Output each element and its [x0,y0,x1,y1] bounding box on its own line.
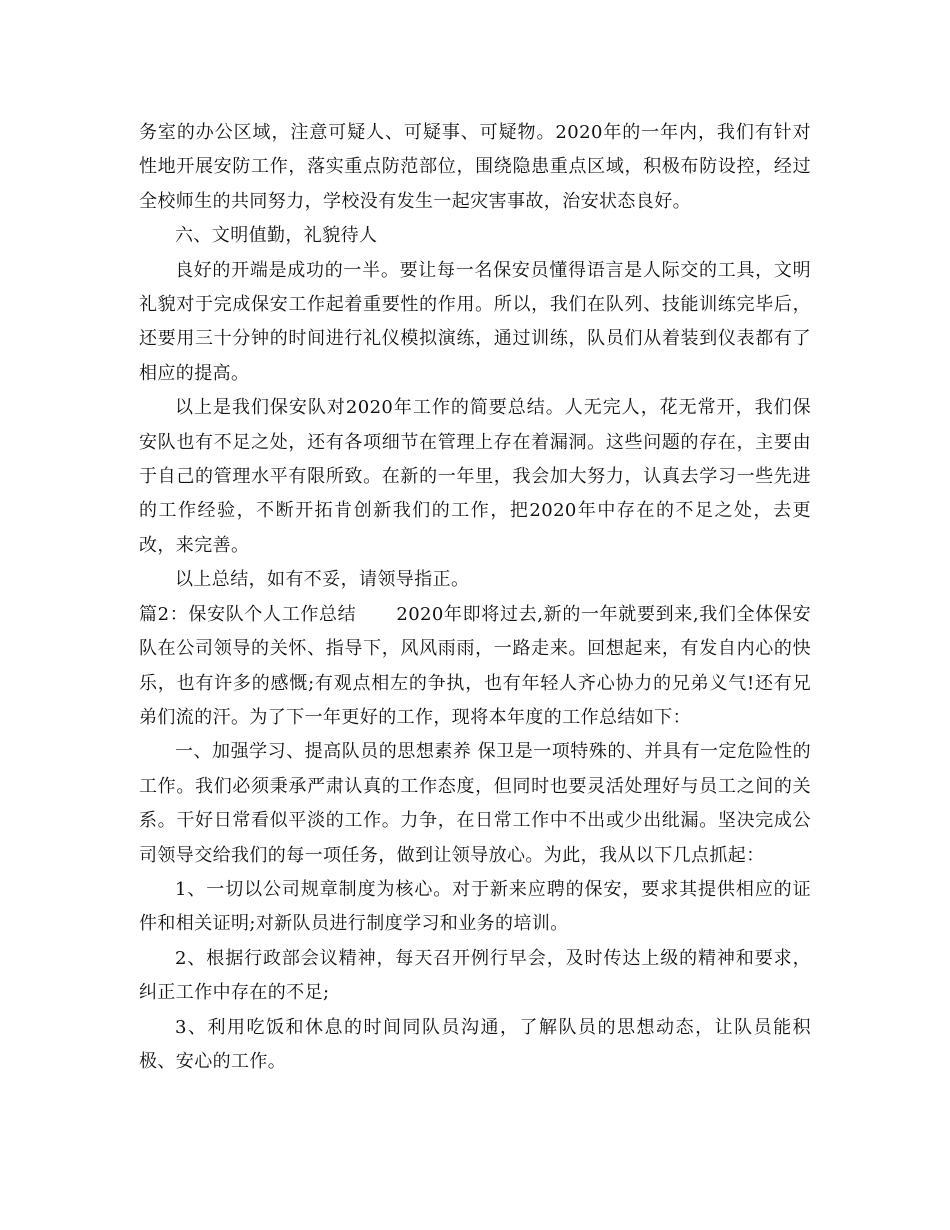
section-heading: 六、文明值勤，礼貌待人 [175,225,378,247]
list-item: 3、利用吃饭和休息的时间同队员沟通，了解队员的思想动态，让队员能积极、安心的工作。 [139,1016,811,1072]
paragraph: 一、加强学习、提高队员的思想素养 保卫是一项特殊的、并具有一定危险性的工作。我们必须秉承严肃认真的工作态度，但同时也要灵活处理好与员工之间的关系。干好日常看似平淡的工作。力争，在日常工作中不出或少出纰漏。坚决完成公司领导交给我们的每一项任务，做到让领导放心。为此，我从以下几点抓起： [139,741,811,866]
paragraph: 以上总结，如有不妥，请领导指正。 [175,569,470,591]
list-item: 1、一切以公司规章制度为核心。对于新来应聘的保安，要求其提供相应的证件和相关证明;对新队员进行制度学习和业务的培训。 [139,878,811,935]
article-2-heading: 篇2：保安队个人工作总结 [139,603,357,625]
document-body [139,116,811,1079]
paragraph: 以上是我们保安队对2020年工作的简要总结。人无完人，花无常开，我们保安队也有不足之处，还有各项细节在管理上存在着漏洞。这些问题的存在，主要由于自己的管理水平有限所致。在新的一年里，我会加大努力，认真去学习一些先进的工作经验，不断开拓肯创新我们的工作，把2020年中存在的不足之处，去更改，来完善。 [139,397,811,556]
article-2-intro: 2020年即将过去,新的一年就要到来,我们全体保安队在公司领导的关怀、指导下，风风雨雨，一路走来。回想起来，有发自内心的快乐，也有许多的感慨;有观点相左的争执，也有年轻人齐心协力的兄弟义气!还有兄弟们流的汗。为了下一年更好的工作，现将本年度的工作总结如下： [139,603,811,728]
paragraph: 良好的开端是成功的一半。要让每一名保安员懂得语言是人际交的工具，文明礼貌对于完成保安工作起着重要性的作用。所以，我们在队列、技能训练完毕后，还要用三十分钟的时间进行礼仪模拟演练，通过训练，队员们从着装到仪表都有了相应的提高。 [139,259,811,384]
paragraph: 务室的办公区域，注意可疑人、可疑事、可疑物。2020年的一年内，我们有针对性地开展安防工作，落实重点防范部位，围绕隐患重点区域，积极布防设控，经过全校师生的共同努力，学校没有发生一起灾害事故，治安状态良好。 [139,122,811,212]
list-item: 2、根据行政部会议精神，每天召开例行早会，及时传达上级的精神和要求，纠正工作中存在的不足; [139,947,811,1004]
article-2-block [139,598,811,736]
